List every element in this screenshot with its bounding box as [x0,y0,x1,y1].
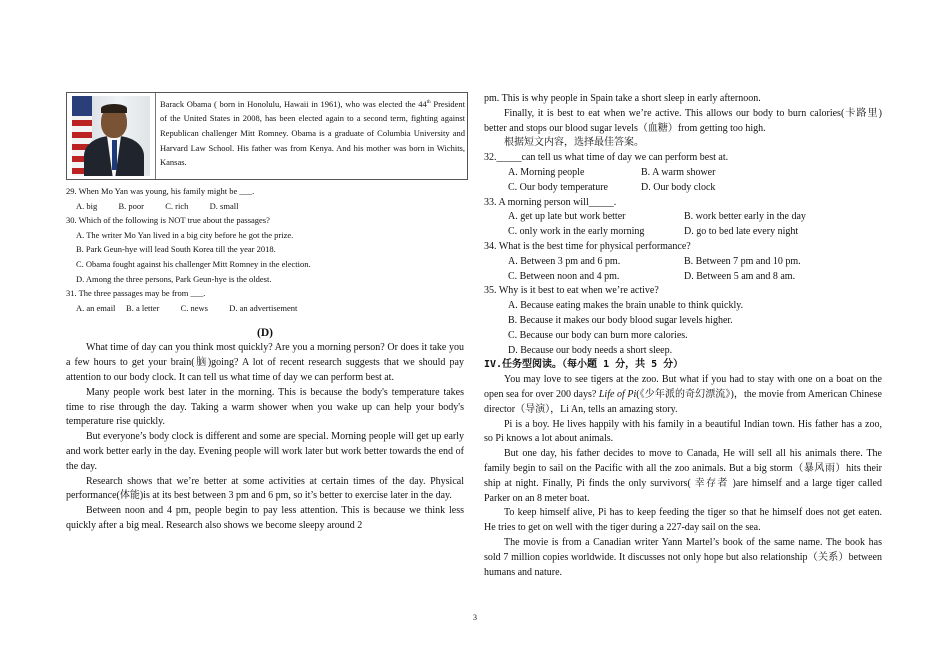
question-34-options-cd: C. Between noon and 4 pm. D. Between 5 am and 8 am. [508,270,796,282]
left-column [66,92,464,534]
section-4-paragraph: You may love to see tigers at the zoo. But what if you had to stay with one on a boat on the open sea for over 200 days? Life of Pi(《少年派的奇幻漂流》)，the movie from American Chinese director（导演），Li An, tells an amazing story. [484,374,882,415]
question-30: 30. Which of the following is NOT true about the passages? [66,215,270,226]
question-32-options-ab: A. Morning people B. A warm shower [508,166,716,178]
section-d-title: (D) [257,327,273,340]
bio-box [66,92,468,180]
section-4-paragraph: The movie is from a Canadian writer Yann Martel’s book of the same name. The book has sold 7 million copies worldwide. It discusses not only hope but also relationship（关系）between humans and nature. [484,536,882,578]
instruction-text: 根据短文内容，选择最佳答案。 [504,137,644,149]
portrait-photo [72,96,150,176]
question-29: 29. When Mo Yan was young, his family might be ___. [66,186,255,196]
page-number: 3 [473,613,477,622]
question-35-option-a: A. Because eating makes the brain unable to think quickly. [508,300,744,312]
question-32-options-cd: C. Our body temperature D. Our body clock [508,181,716,193]
question-35-option-d: D. Because our body needs a short sleep. [508,344,673,356]
question-34: 34. What is the best time for physical performance? [484,240,691,252]
question-30-option-b: B. Park Geun-hye will lead South Korea till the year 2018. [76,244,276,255]
question-29-options: A. big B. poor C. rich D. small [76,200,239,211]
section-d-paragraph: But everyone’s body clock is different and some are special. Morning people will get up early and work better early in the day. Evening people will work later but work better towards the end of the day. [66,431,464,472]
question-30-option-c: C. Obama fought against his challenger Mitt Romney in the election. [76,258,311,269]
question-33-options-ab: A. get up late but work better B. work better early in the day [508,211,806,223]
section-4-paragraph: To keep himself alive, Pi has to keep feeding the tiger so that he himself does not get eaten. He tries to get on well with the tiger during a 227-day sail on the sea. [484,507,882,534]
section-d-paragraph: Research shows that we’re better at some activities at certain times of the day. Physical performance(体能)is at its best between 3 pm and 6 pm, so it’s better to exercise later in the day. [66,475,464,502]
question-34-options-ab: A. Between 3 pm and 6 pm. B. Between 7 pm and 10 pm. [508,255,801,267]
bio-divider [155,93,156,179]
question-35: 35. Why is it best to eat when we’re active? [484,285,659,297]
section-4-title: IV.任务型阅读。（每小题 1 分，共 5 分） [484,359,684,371]
finally-paragraph: Finally, it is best to eat when we’re active. This allows our body to burn calories(卡路里) better and stops our blood sugar levels（血糖）from getting too high. [484,107,882,134]
section-d-paragraph: Many people work best later in the morning. This is because the body's temperature takes time to rise through the day. Taking a warm shower when you wake up can help your body's temperature rise quickly. [66,386,464,428]
section-d-paragraph: Between noon and 4 pm, people begin to pay less attention. This is because we think less quickly after a big meal. Research also shows we become sleepy around 2 [66,505,464,531]
question-33-options-cd: C. only work in the early morning D. go to bed late every night [508,226,799,238]
section-4-paragraph: But one day, his father decides to move to Canada, He will sell all his animals there. The family begin to sail on the Pacific with all the zoo animals. But a big storm（暴风雨）hits their ship at night. Finally, Pi finds the only survivors( 幸存者 )are himself and a large tiger called Parker on an 8 meter boat. [484,448,882,504]
question-33: 33. A morning person will_____. [484,196,617,208]
question-32: 32._____can tell us what time of day we can perform best at. [484,152,729,164]
bio-text: Barack Obama ( born in Honolulu, Hawaii in 1961), who was elected the 44th President of the United States in 2008, has been elected again to a second term, fighting against Republican challenger Mitt Romney. Obama is a graduate of Columbia University and Harvard Law School. His father was from Kenya. And his mother was born in Wichits, Kansas. [160,98,465,168]
question-31: 31. The three passages may be from ___. [66,288,206,299]
section-4-paragraph: Pi is a boy. He lives happily with his family in a beautiful Indian town. His father has a zoo, so Pi knows a lot about animals. [484,418,882,445]
question-35-option-c: C. Because our body can burn more calories. [508,329,688,341]
question-31-options: A. an email B. a letter C. news D. an advertisement [76,302,298,313]
continuation-text: pm. This is why people in Spain take a short sleep in early afternoon. [484,93,761,104]
section-d-paragraph: What time of day can you think most quickly? Are you a morning person? Or does it take you a few hours to get your brain(脑)going? A lot of recent research suggests that we should pay attention to our body clock. It can tell us what time of day we can perform best at. [66,342,464,383]
question-30-option-a: A. The writer Mo Yan lived in a big city before he got the prize. [76,229,294,240]
question-30-option-d: D. Among the three persons, Park Geun-hye is the oldest. [76,273,272,284]
right-column [484,92,882,580]
question-35-option-b: B. Because it makes our body blood sugar levels higher. [508,314,733,326]
